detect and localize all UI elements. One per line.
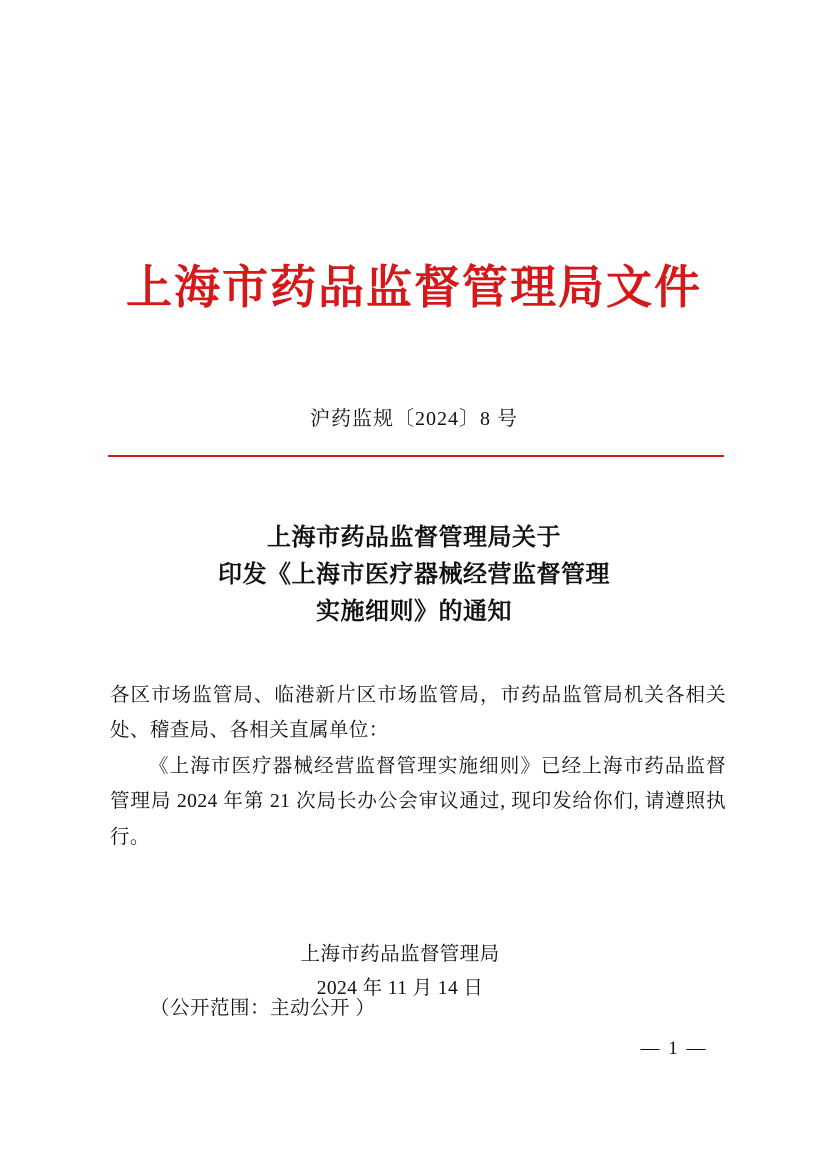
addressee-paragraph: 各区市场监管局、临港新片区市场监管局，市药品监管局机关各相关处、稽查局、各相关直属单位：: [110, 685, 726, 742]
red-divider-rule: [108, 455, 724, 457]
document-number: 沪药监规〔2024〕8 号: [310, 408, 518, 430]
document-title: [110, 518, 718, 630]
signature-date: 2024 年 11 月 14 日: [316, 978, 484, 1000]
document-body: [110, 678, 726, 855]
signature-issuer: 上海市药品监督管理局: [300, 944, 500, 965]
document-title-line-3: 实施细则》的通知: [316, 596, 512, 626]
issuing-authority-masthead: 上海市药品监督管理局文件: [126, 260, 702, 314]
document-title-line-1: 上海市药品监督管理局关于: [267, 522, 561, 551]
main-paragraph: 《上海市医疗器械经营监督管理实施细则》已经上海市药品监督管理局 2024 年第 21 次局长办公会审议通过, 现印发给你们, 请遵照执行。: [110, 755, 726, 848]
document-title-line-2: 印发《上海市医疗器械经营监督管理: [218, 559, 610, 589]
disclosure-scope-note: （公开范围：主动公开 ）: [150, 998, 376, 1019]
page-number: — 1 —: [640, 1038, 708, 1059]
masthead: [0, 262, 828, 313]
